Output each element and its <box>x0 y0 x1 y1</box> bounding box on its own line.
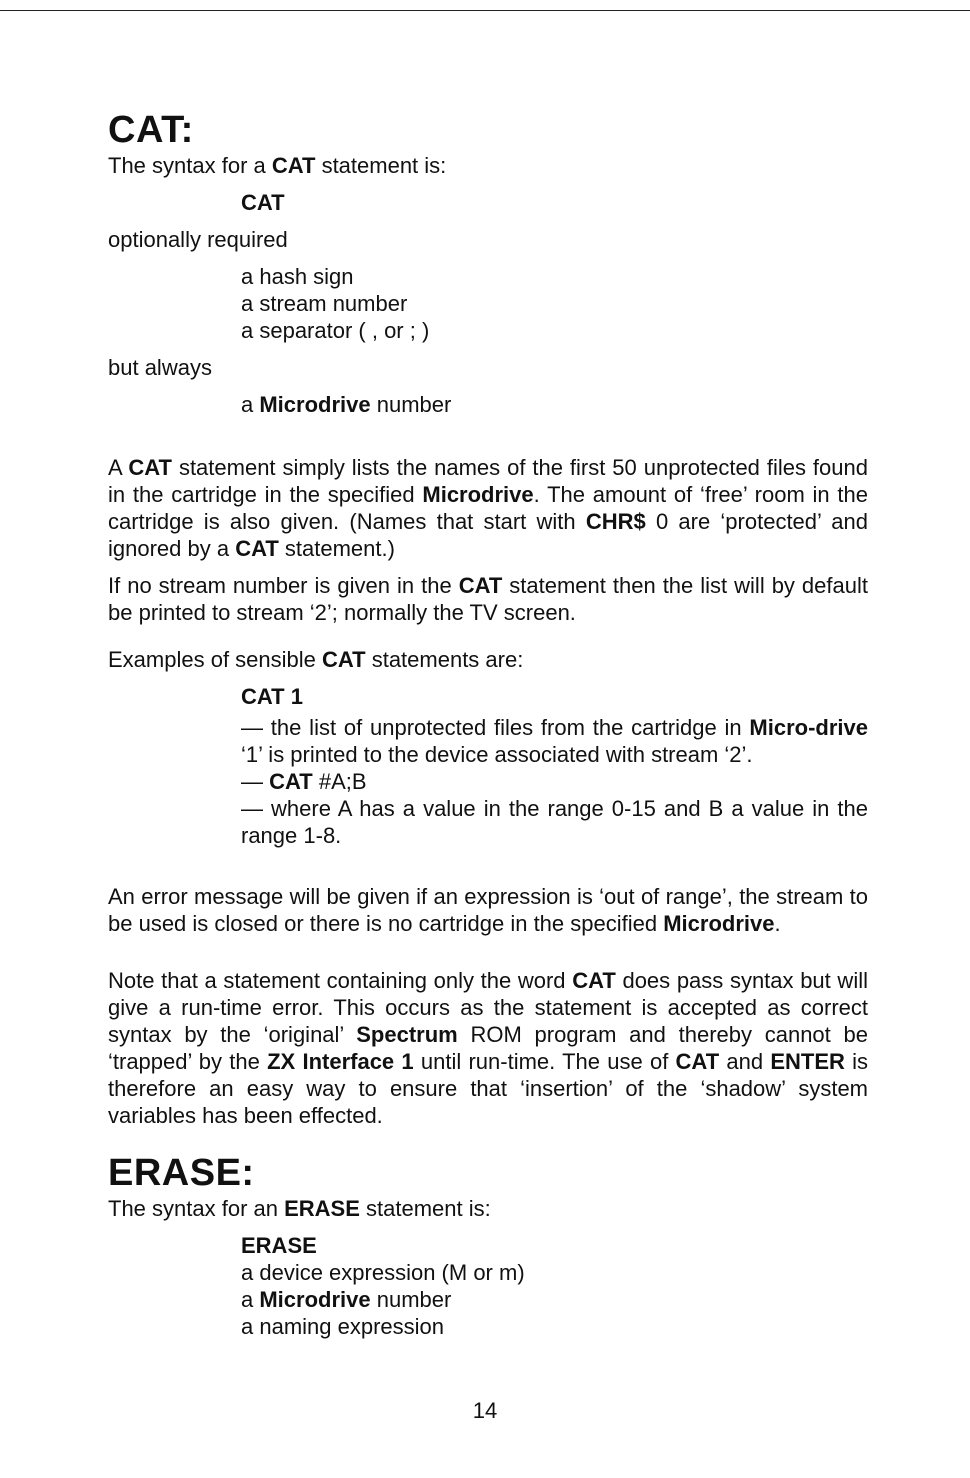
erase-keyword: ERASE <box>241 1233 317 1258</box>
cat-description-paragraph: A CAT statement simply lists the names of the first 50 unprotected files found in the cartridge in the specified Microdrive. The amount of ‘free’ room in the cartridge is also given. (Names that start with CHR$ 0 are ‘protected’ and ignored by a CAT statement.) <box>108 455 869 561</box>
always-item: a Microdrive number <box>241 392 452 417</box>
page-number: 14 <box>472 1398 498 1423</box>
erase-item: a device expression (M or m) <box>241 1260 525 1285</box>
cat-syntax-intro: The syntax for a CAT statement is: <box>108 153 447 178</box>
but-always-label: but always <box>108 355 212 380</box>
error-message-paragraph: An error message will be given if an expression is ‘out of range’, the stream to be used is closed or there is no cartridge in the specified Microdrive. <box>108 884 868 936</box>
optional-item: a stream number <box>241 291 408 316</box>
example1-description: — the list of unprotected files from the cartridge in Micro-drive ‘1’ is printed to the device associated with stream ‘2’. <box>241 715 868 767</box>
optional-item: a separator ( , or ; ) <box>241 318 430 343</box>
page-content <box>108 108 868 1340</box>
erase-syntax-intro: The syntax for an ERASE statement is: <box>108 1196 491 1221</box>
erase-heading: ERASE: <box>108 1152 255 1194</box>
note-paragraph: Note that a statement containing only the word CAT does pass syntax but will give a run-time error. This occurs as the statement is accepted as correct syntax by the ‘original’ Spectrum ROM program and thereby cannot be ‘trapped’ by the ZX Interface 1 until run-time. The use of CAT and ENTER is therefore an easy way to ensure that ‘insertion’ of the ‘shadow’ system variables has been effected. <box>108 968 869 1128</box>
top-rule <box>0 10 970 11</box>
erase-item: a Microdrive number <box>241 1287 452 1312</box>
erase-item: a naming expression <box>241 1314 445 1339</box>
example1-code: CAT 1 <box>241 684 303 709</box>
example2-code: — CAT #A;B <box>241 769 367 794</box>
cat-keyword: CAT <box>241 190 285 215</box>
stream-default-paragraph: If no stream number is given in the CAT statement then the list will by default be printed to stream ‘2’; normally the TV screen. <box>108 573 868 625</box>
example2-description: — where A has a value in the range 0-15 and B a value in the range 1-8. <box>241 796 868 848</box>
examples-intro: Examples of sensible CAT statements are: <box>108 647 524 672</box>
optionally-required-label: optionally required <box>108 227 288 252</box>
cat-heading: CAT: <box>108 109 194 151</box>
optional-item: a hash sign <box>241 264 354 289</box>
